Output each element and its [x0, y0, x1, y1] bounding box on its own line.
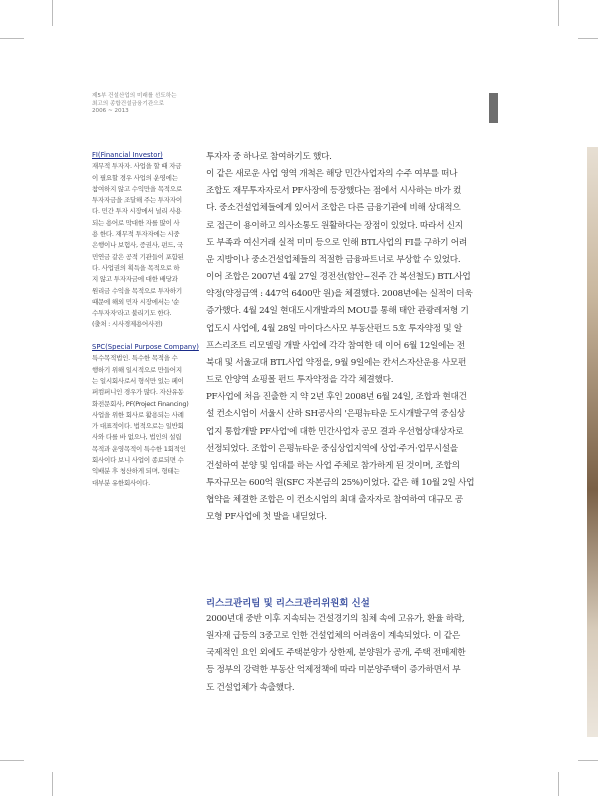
paragraph-line: 모형 PF사업에 첫 발을 내딛었다.	[206, 512, 327, 523]
glossary-line: 사와 다를 바 없으나, 법인의 설립	[92, 433, 182, 442]
glossary-line: 수투자자'라고 불리기도 한다.	[92, 309, 172, 318]
glossary-line: 용 한다. 재무적 투자자에는 시중	[92, 230, 180, 239]
paragraph-line: 이 같은 새로운 사업 영역 개척은 해당 민간사업자의 수주 여부를 떠나	[206, 169, 458, 180]
header-line: 2006 ~ 2013	[92, 108, 129, 115]
paragraph-line: 등 정부의 강력한 부동산 억제정책에 따라 미분양주택이 증가하면서 부	[206, 665, 461, 676]
crop-mark	[0, 38, 24, 39]
paragraph-line: PF사업에 처음 진출한 지 약 2년 후인 2008년 6월 24일, 조합과 현대건	[206, 392, 467, 403]
paragraph-line: 프스리조트 리모델링 개발 사업에 각각 참여한 데 이어 6월 12일에는 전	[206, 340, 465, 351]
paragraph-line: 조합도 재무투자자로서 PF사장에 등장했다는 점에서 시사하는 바가 컸	[206, 186, 462, 197]
paragraph-line: 다. 중소건설업체들에게 있어서 조합은 다른 금융기관에 비해 상대적으	[206, 203, 461, 214]
glossary-line: 민연금 같은 공적 기관들이 포함된	[92, 252, 184, 261]
paragraph-line: 업도시 사업에, 4월 28일 마이다스사모 부동산펀드 5호 투자약정 및 알	[206, 323, 462, 334]
paragraph-line: 투자규모는 600억 원(SFC 자본금의 25%)이었다. 같은 해 10월 2일 사업	[206, 477, 475, 488]
header-line: 최고의 종합건설금융기관으로	[92, 100, 165, 107]
glossary-term: FI(Financial Investor)	[92, 151, 163, 159]
glossary-line: 가 대표적이다. 법적으로는 일반회	[92, 422, 184, 431]
glossary-line: 이 필요할 경우 사업의 운영에는	[92, 173, 178, 182]
paragraph-line: 운 지방이나 중소건설업체들의 적절한 금융파트너로 부상할 수 있었다.	[206, 254, 461, 265]
paragraph-line: 협약을 체결한 조합은 이 컨소시엄의 최대 출자자로 참여하여 대규모 공	[206, 495, 463, 506]
crop-mark	[558, 0, 559, 26]
glossary-line: 퍼컴퍼니인 경우가 많다. 자산유동	[92, 388, 184, 397]
paragraph-line: 원자재 급등의 3중고로 인한 건설업체의 어려움이 계속되었다. 이 같은	[206, 631, 460, 642]
glossary-line: (출처 : 시사경제용어사전)	[92, 320, 163, 329]
glossary-line: 행하기 위해 일시적으로 만들어지	[92, 365, 182, 374]
paragraph-line: 도 부족과 여신거래 실적 미미 등으로 인해 BTL사업의 FI를 구하기 어려	[206, 237, 467, 248]
header-line: 제5부 건설산업의 미래를 선도하는	[92, 93, 177, 99]
paragraph-line: 로 접근이 용이하고 의사소통도 원활하다는 장점이 있었다. 따라서 신지	[206, 220, 463, 231]
paragraph-line: 증가했다. 4월 24일 현대도시개발과의 MOU를 통해 태안 관광레저형 기	[206, 306, 469, 317]
glossary-definition	[92, 353, 192, 489]
glossary-line: 투자자금을 조달해 주는 투자자이	[92, 196, 182, 205]
glossary-line: 특수목적법인. 특수한 목적을 수	[92, 354, 178, 363]
glossary-line: 는 일시회사로서 형식만 있는 페이	[92, 376, 184, 385]
crop-mark	[558, 772, 559, 796]
glossary-line: 때문에 해외 민자 시장에서는 '순	[92, 297, 180, 306]
paragraph-line: 선정되었다. 조합이 은평뉴타운 중심상업지역에 상업·주거·업무시설을	[206, 443, 458, 454]
glossary-entry-spc	[92, 342, 199, 489]
running-header	[92, 93, 242, 116]
glossary-line: 사업을 위한 회사로 활용되는 사례	[92, 410, 184, 419]
header-marker-bar	[489, 93, 498, 123]
glossary-definition	[92, 161, 192, 330]
crop-mark	[0, 760, 24, 761]
chapter-edge-tab	[587, 147, 598, 737]
paragraph-line: 2000년대 중반 이후 지속되는 건설경기의 침체 속에 고유가, 환율 하락,	[206, 614, 465, 624]
glossary-sidebar	[92, 150, 199, 489]
paragraph-line: 투자자 중 하나로 참여하기도 했다.	[206, 152, 332, 162]
paragraph-line: 업지 통합개발 PF사업'에 대한 민간사업자 공모 결과 우선협상대상자로	[206, 426, 464, 437]
crop-mark	[52, 772, 53, 796]
paragraph-line: 건설하여 분양 및 임대를 하는 사업 주체로 참가하게 된 것이며, 조합의	[206, 460, 460, 471]
glossary-line: 다. 사업권의 획득을 목적으로 하	[92, 263, 180, 272]
glossary-line: 원리금 수익을 목적으로 투자하기	[92, 286, 182, 295]
paragraph-line: 드로 안양역 쇼핑몰 펀드 투자약정을 각각 체결했다.	[206, 375, 394, 386]
paragraph-line: 설 컨소시엄이 서울시 산하 SH공사의 '은평뉴타운 도시개발구역 중심상	[206, 409, 465, 420]
glossary-line: 은행이나 보험사, 증권사, 펀드, 국	[92, 241, 184, 250]
paragraph-line: 약정(약정금액 : 447억 6400만 원)을 체결했다. 2008년에는 실적이 더욱	[206, 289, 473, 300]
glossary-line: 지 않고 투자자금에 대한 배당과	[92, 275, 178, 284]
glossary-line: 되는 용어로 막대한 자를 많이 사	[92, 218, 180, 227]
paragraph-line: 북대 및 서울교대 BTL사업 약정을, 9월 9일에는 칸서스자산운용 사모펀	[206, 357, 467, 368]
glossary-spacer	[92, 331, 192, 342]
glossary-line: 익배분 후 청산하게 되며, 형태는	[92, 467, 180, 476]
paragraph-line: 도 건설업체가 속출했다.	[206, 682, 295, 693]
crop-mark	[578, 760, 598, 761]
glossary-line: 대부분 유한회사이다.	[92, 478, 150, 487]
crop-mark	[52, 0, 53, 26]
paragraph-line: 이어 조합은 2007년 4월 27일 경전선(함안~진주 간 복선철도) BTL사업	[206, 272, 471, 283]
glossary-line: 목적과 운영목적이 특수한 1회적인	[92, 444, 186, 453]
glossary-line: 다. 민간 투자 시장에서 널리 사용	[92, 207, 182, 216]
glossary-line: 회사이다 보니 사업이 종료되면 수	[92, 456, 184, 465]
section-body-text	[206, 611, 500, 697]
glossary-line: 화전문회사, PF(Project Financing)	[92, 399, 189, 408]
paragraph-line: 국제적인 요인 외에도 주택분양가 상한제, 분양원가 공개, 주택 전매제한	[206, 648, 466, 659]
glossary-entry-fi	[92, 150, 192, 331]
crop-mark	[578, 38, 598, 39]
section-heading: 리스크관리팀 및 리스크관리위원회 신설	[206, 598, 370, 609]
glossary-term: SPC(Special Purpose Company)	[92, 343, 199, 352]
glossary-line: 참여하지 않고 수익만을 목적으로	[92, 184, 182, 193]
body-text	[206, 149, 500, 526]
glossary-line: 재무적 투자자. 사업을 할 때 자금	[92, 162, 182, 171]
